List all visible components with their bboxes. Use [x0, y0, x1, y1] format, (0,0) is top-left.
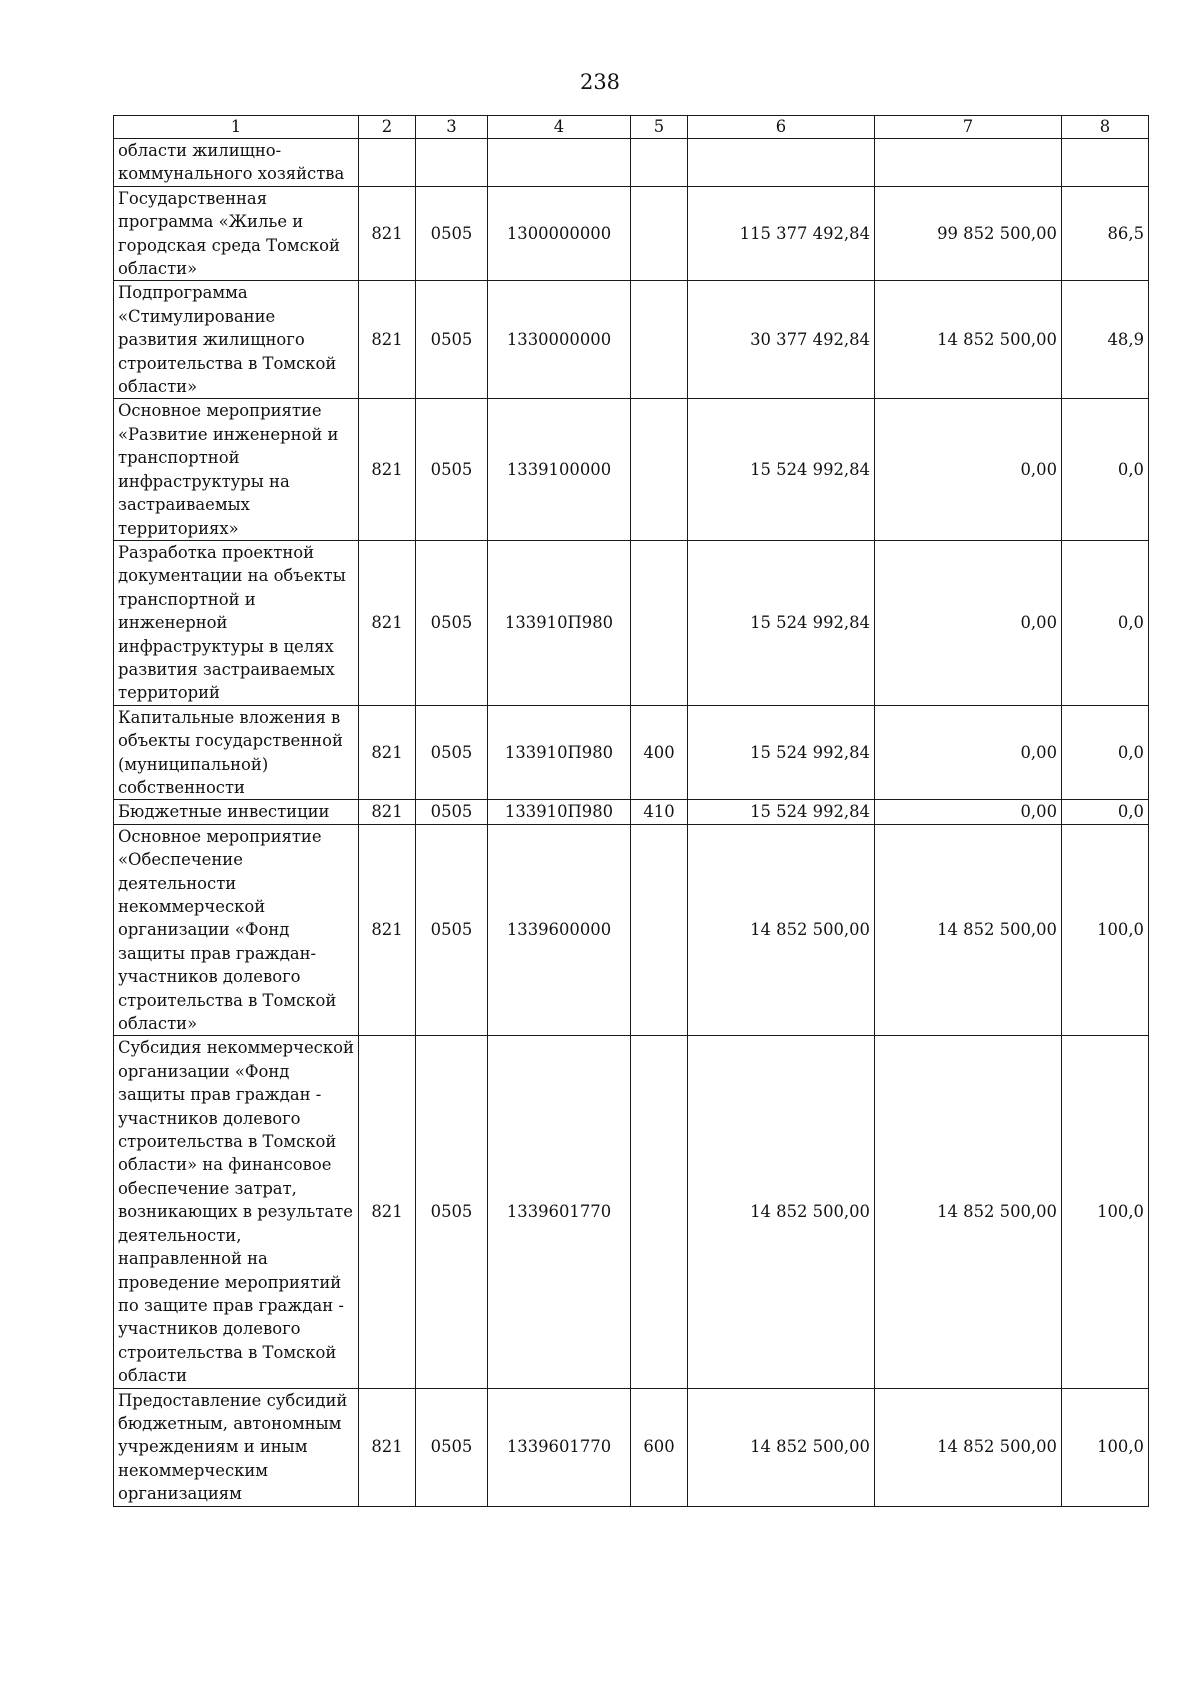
table-row — [114, 540, 1149, 705]
row-ministry-code — [359, 139, 416, 187]
row-percent: 0,0 — [1062, 540, 1149, 705]
row-expense-type — [631, 1036, 688, 1388]
header-col-4: 4 — [488, 116, 631, 139]
row-name: Основное мероприятие «Развитие инженерной и транспортной инфраструктуры на застраиваемых территориях» — [114, 399, 359, 540]
row-target-code: 133910П980 — [488, 705, 631, 800]
row-actual-amount — [875, 139, 1062, 187]
row-section-code: 0505 — [416, 540, 488, 705]
row-section-code: 0505 — [416, 705, 488, 800]
budget-table — [113, 115, 1149, 1507]
row-target-code: 1339600000 — [488, 824, 631, 1036]
row-percent: 0,0 — [1062, 800, 1149, 824]
row-percent: 86,5 — [1062, 186, 1149, 281]
row-ministry-code: 821 — [359, 705, 416, 800]
row-actual-amount: 0,00 — [875, 800, 1062, 824]
row-ministry-code: 821 — [359, 800, 416, 824]
row-target-code: 133910П980 — [488, 540, 631, 705]
row-plan-amount: 115 377 492,84 — [688, 186, 875, 281]
row-percent: 100,0 — [1062, 1388, 1149, 1506]
row-section-code: 0505 — [416, 1036, 488, 1388]
row-name: Разработка проектной документации на объекты транспортной и инженерной инфраструктуры в целях развития застраиваемых территорий — [114, 540, 359, 705]
table-row — [114, 800, 1149, 824]
row-expense-type — [631, 281, 688, 399]
row-target-code: 1339601770 — [488, 1388, 631, 1506]
row-target-code: 1330000000 — [488, 281, 631, 399]
row-name: Подпрограмма «Стимулирование развития жилищного строительства в Томской области» — [114, 281, 359, 399]
row-ministry-code: 821 — [359, 186, 416, 281]
header-col-1: 1 — [114, 116, 359, 139]
row-expense-type: 410 — [631, 800, 688, 824]
row-expense-type — [631, 824, 688, 1036]
table-row — [114, 1388, 1149, 1506]
row-ministry-code: 821 — [359, 1036, 416, 1388]
row-name: Предоставление субсидий бюджетным, автономным учреждениям и иным некоммерческим организациям — [114, 1388, 359, 1506]
row-section-code — [416, 139, 488, 187]
row-plan-amount: 14 852 500,00 — [688, 1388, 875, 1506]
row-section-code: 0505 — [416, 186, 488, 281]
row-name: области жилищно-коммунального хозяйства — [114, 139, 359, 187]
row-name: Основное мероприятие «Обеспечение деятельности некоммерческой организации «Фонд защиты прав граждан-участников долевого строительства в Томской области» — [114, 824, 359, 1036]
header-row — [114, 116, 1149, 139]
page-number: 238 — [579, 70, 621, 94]
row-percent: 100,0 — [1062, 1036, 1149, 1388]
row-plan-amount: 30 377 492,84 — [688, 281, 875, 399]
row-expense-type: 400 — [631, 705, 688, 800]
row-actual-amount: 0,00 — [875, 705, 1062, 800]
row-actual-amount: 14 852 500,00 — [875, 281, 1062, 399]
table-row — [114, 281, 1149, 399]
row-actual-amount: 0,00 — [875, 540, 1062, 705]
row-actual-amount: 99 852 500,00 — [875, 186, 1062, 281]
table-row — [114, 399, 1149, 540]
row-section-code: 0505 — [416, 281, 488, 399]
row-percent: 0,0 — [1062, 399, 1149, 540]
row-plan-amount: 14 852 500,00 — [688, 824, 875, 1036]
row-target-code: 1300000000 — [488, 186, 631, 281]
row-actual-amount: 14 852 500,00 — [875, 1388, 1062, 1506]
row-section-code: 0505 — [416, 800, 488, 824]
row-actual-amount: 14 852 500,00 — [875, 1036, 1062, 1388]
row-section-code: 0505 — [416, 1388, 488, 1506]
row-section-code: 0505 — [416, 824, 488, 1036]
row-target-code: 1339100000 — [488, 399, 631, 540]
row-plan-amount — [688, 139, 875, 187]
header-col-8: 8 — [1062, 116, 1149, 139]
table-row — [114, 139, 1149, 187]
header-col-2: 2 — [359, 116, 416, 139]
header-col-3: 3 — [416, 116, 488, 139]
row-ministry-code: 821 — [359, 399, 416, 540]
row-target-code: 1339601770 — [488, 1036, 631, 1388]
table-row — [114, 824, 1149, 1036]
row-expense-type — [631, 186, 688, 281]
row-expense-type — [631, 540, 688, 705]
header-col-6: 6 — [688, 116, 875, 139]
row-expense-type — [631, 399, 688, 540]
row-name: Бюджетные инвестиции — [114, 800, 359, 824]
row-plan-amount: 15 524 992,84 — [688, 800, 875, 824]
row-ministry-code: 821 — [359, 1388, 416, 1506]
row-plan-amount: 15 524 992,84 — [688, 399, 875, 540]
table-row — [114, 1036, 1149, 1388]
row-actual-amount: 0,00 — [875, 399, 1062, 540]
row-expense-type: 600 — [631, 1388, 688, 1506]
row-plan-amount: 15 524 992,84 — [688, 540, 875, 705]
row-target-code: 133910П980 — [488, 800, 631, 824]
row-name: Государственная программа «Жилье и городская среда Томской области» — [114, 186, 359, 281]
row-percent: 0,0 — [1062, 705, 1149, 800]
header-col-5: 5 — [631, 116, 688, 139]
row-percent — [1062, 139, 1149, 187]
table-row — [114, 705, 1149, 800]
row-plan-amount: 15 524 992,84 — [688, 705, 875, 800]
row-plan-amount: 14 852 500,00 — [688, 1036, 875, 1388]
table-row — [114, 186, 1149, 281]
header-col-7: 7 — [875, 116, 1062, 139]
row-ministry-code: 821 — [359, 281, 416, 399]
row-section-code: 0505 — [416, 399, 488, 540]
row-name: Субсидия некоммерческой организации «Фонд защиты прав граждан - участников долевого строительства в Томской области» на финансовое обеспечение затрат, возникающих в результате деятельности, направленной на проведение мероприятий по защите прав граждан - участников долевого строительства в Томской области — [114, 1036, 359, 1388]
row-percent: 100,0 — [1062, 824, 1149, 1036]
row-ministry-code: 821 — [359, 824, 416, 1036]
row-percent: 48,9 — [1062, 281, 1149, 399]
row-ministry-code: 821 — [359, 540, 416, 705]
row-actual-amount: 14 852 500,00 — [875, 824, 1062, 1036]
row-expense-type — [631, 139, 688, 187]
row-target-code — [488, 139, 631, 187]
row-name: Капитальные вложения в объекты государственной (муниципальной) собственности — [114, 705, 359, 800]
